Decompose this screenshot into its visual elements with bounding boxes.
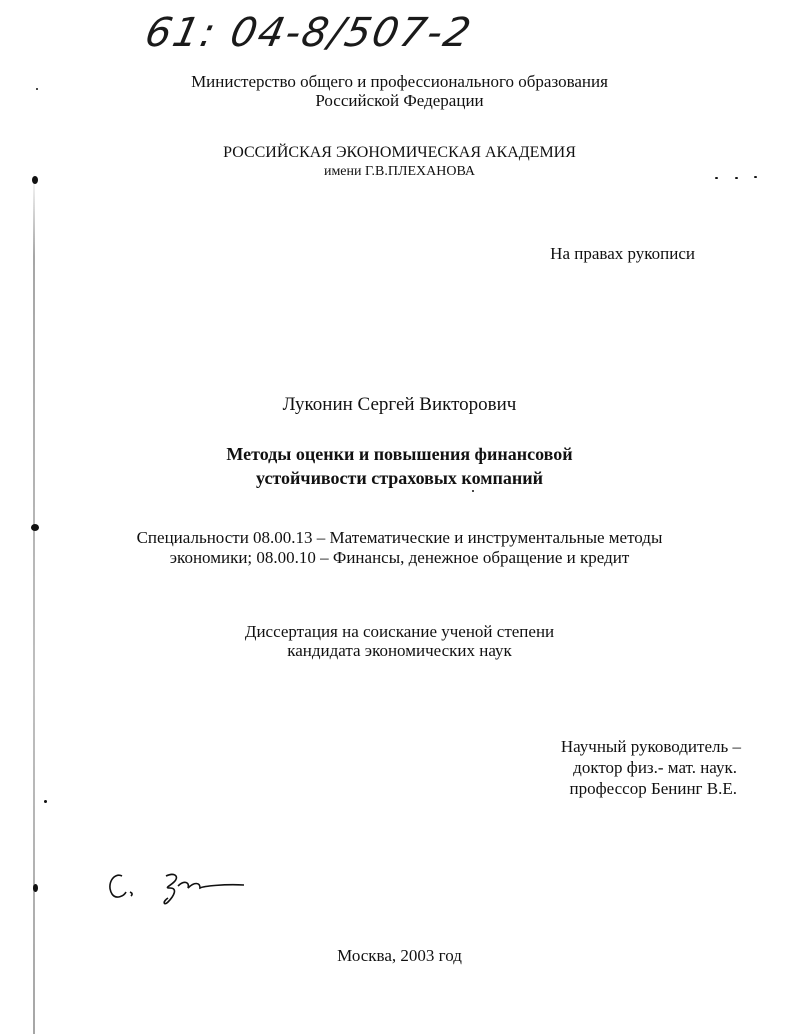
specialties-line-2: экономики; 08.00.10 – Финансы, денежное обращение и кредит (169, 548, 630, 567)
supervisor-line-2: доктор физ.- мат. наук. (573, 758, 737, 777)
ministry-line-2: Российской Федерации (315, 91, 484, 110)
supervisor-line-1: Научный руководитель – (560, 737, 741, 756)
title-line-1: Методы оценки и повышения финансовой (226, 444, 573, 464)
scan-speck (33, 884, 38, 892)
dissertation-line-1: Диссертация на соискание ученой степени (244, 622, 555, 641)
ministry-line-1: Министерство общего и профессионального образования (191, 72, 608, 91)
scan-edge-shadow (33, 170, 35, 1034)
scan-speck (44, 800, 47, 803)
specialties-line-1: Специальности 08.00.13 – Математические и инструментальные методы (136, 528, 663, 547)
academy-name: РОССИЙСКАЯ ЭКОНОМИЧЕСКАЯ АКАДЕМИЯ (223, 144, 576, 161)
author-name: Луконин Сергей Викторович (282, 394, 517, 415)
dissertation-line-2: кандидата экономических наук (287, 641, 512, 660)
handwritten-signature (104, 862, 254, 910)
academy-named-after: имени Г.В.ПЛЕХАНОВА (323, 164, 476, 179)
supervisor-line-3: профессор Бенинг В.Е. (569, 779, 737, 798)
manuscript-rights: На правах рукописи (550, 244, 695, 263)
title-line-2: устойчивости страховых компаний (256, 468, 543, 488)
archive-code-handwritten: 61: 04-8/507-2 (141, 10, 477, 56)
city-year: Москва, 2003 год (337, 946, 462, 965)
scan-speck (472, 490, 474, 492)
